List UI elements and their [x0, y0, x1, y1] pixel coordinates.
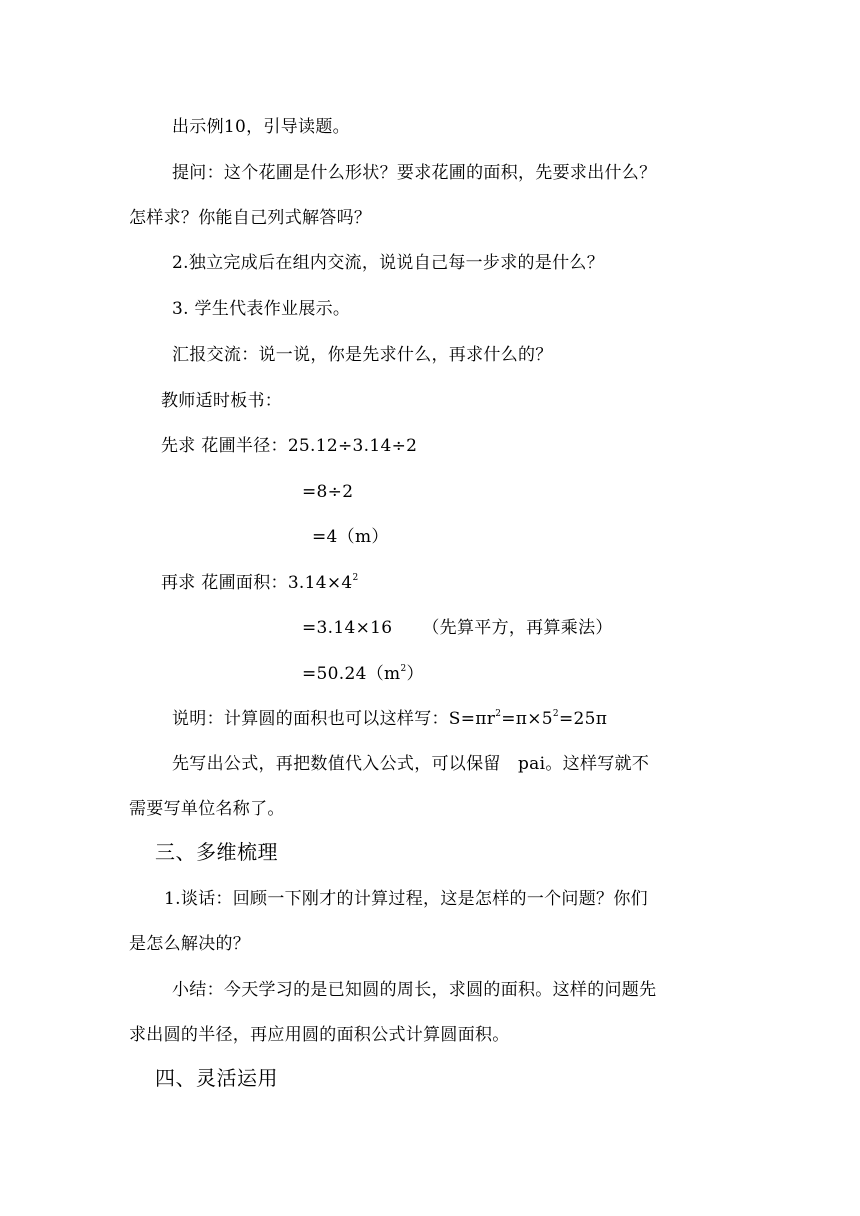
- section-heading-4: 四、灵活运用: [155, 1066, 278, 1090]
- calc-radius-step3: =4（m）: [312, 527, 389, 547]
- calc-area-line: [161, 571, 359, 595]
- calc-area-expression: 3.14×4: [287, 573, 353, 593]
- paragraph-question-line2: 怎样求？你能自己列式解答吗？: [129, 208, 372, 228]
- calc-area-step2-line: [302, 616, 613, 640]
- paragraph-step-3: 3. 学生代表作业展示。: [172, 299, 351, 319]
- calc-radius-label: 先求 花圃半径：: [161, 436, 288, 456]
- paragraph-report: 汇报交流：说一说，你是先求什么，再求什么的？: [172, 345, 553, 365]
- paragraph-formula-note: [172, 707, 607, 731]
- calc-area-note: （先算平方，再算乘法）: [422, 618, 613, 638]
- calc-area-step3-close: ）: [406, 664, 424, 684]
- calc-radius-line: [161, 434, 417, 458]
- formula-note-text: 说明：计算圆的面积也可以这样写：S=πr: [172, 709, 496, 729]
- paragraph-talk-line2: 是怎么解决的？: [129, 934, 251, 954]
- paragraph-talk-line1: 1.谈话：回顾一下刚才的计算过程，这是怎样的一个问题？你们: [164, 889, 648, 909]
- paragraph-formula-explain-line1: 先写出公式，再把数值代入公式，可以保留 pai。这样写就不: [172, 754, 650, 774]
- calc-radius-expression: 25.12÷3.14÷2: [287, 436, 418, 456]
- formula-exponent-2: 2: [552, 709, 559, 719]
- paragraph-question-line1: 提问：这个花圃是什么形状？要求花圃的面积，先要求出什么？: [172, 163, 657, 183]
- formula-exponent-1: 2: [495, 709, 502, 719]
- formula-note-middle: =π×5: [501, 709, 553, 729]
- section-heading-3: 三、多维梳理: [155, 840, 278, 864]
- calc-area-step2: =3.14×16: [302, 618, 393, 638]
- calc-area-step3-value: =50.24（m: [302, 664, 401, 684]
- calc-area-step3-exponent: 2: [400, 664, 407, 674]
- paragraph-board-writing: 教师适时板书：: [161, 391, 283, 411]
- paragraph-formula-explain-line2: 需要写单位名称了。: [129, 799, 285, 819]
- paragraph-summary-line1: 小结：今天学习的是已知圆的周长，求圆的面积。这样的问题先: [172, 980, 657, 1000]
- paragraph-step-2: 2.独立完成后在组内交流，说说自己每一步求的是什么？: [172, 253, 605, 273]
- calc-area-label: 再求 花圃面积：: [161, 573, 288, 593]
- calc-radius-step2: =8÷2: [302, 482, 354, 502]
- calc-area-exponent: 2: [352, 573, 359, 583]
- formula-note-result: =25π: [558, 709, 608, 729]
- paragraph-summary-line2: 求出圆的半径，再应用圆的面积公式计算圆面积。: [129, 1025, 510, 1045]
- paragraph-show-example: 出示例10，引导读题。: [172, 117, 350, 137]
- calc-area-step3-line: [302, 662, 424, 686]
